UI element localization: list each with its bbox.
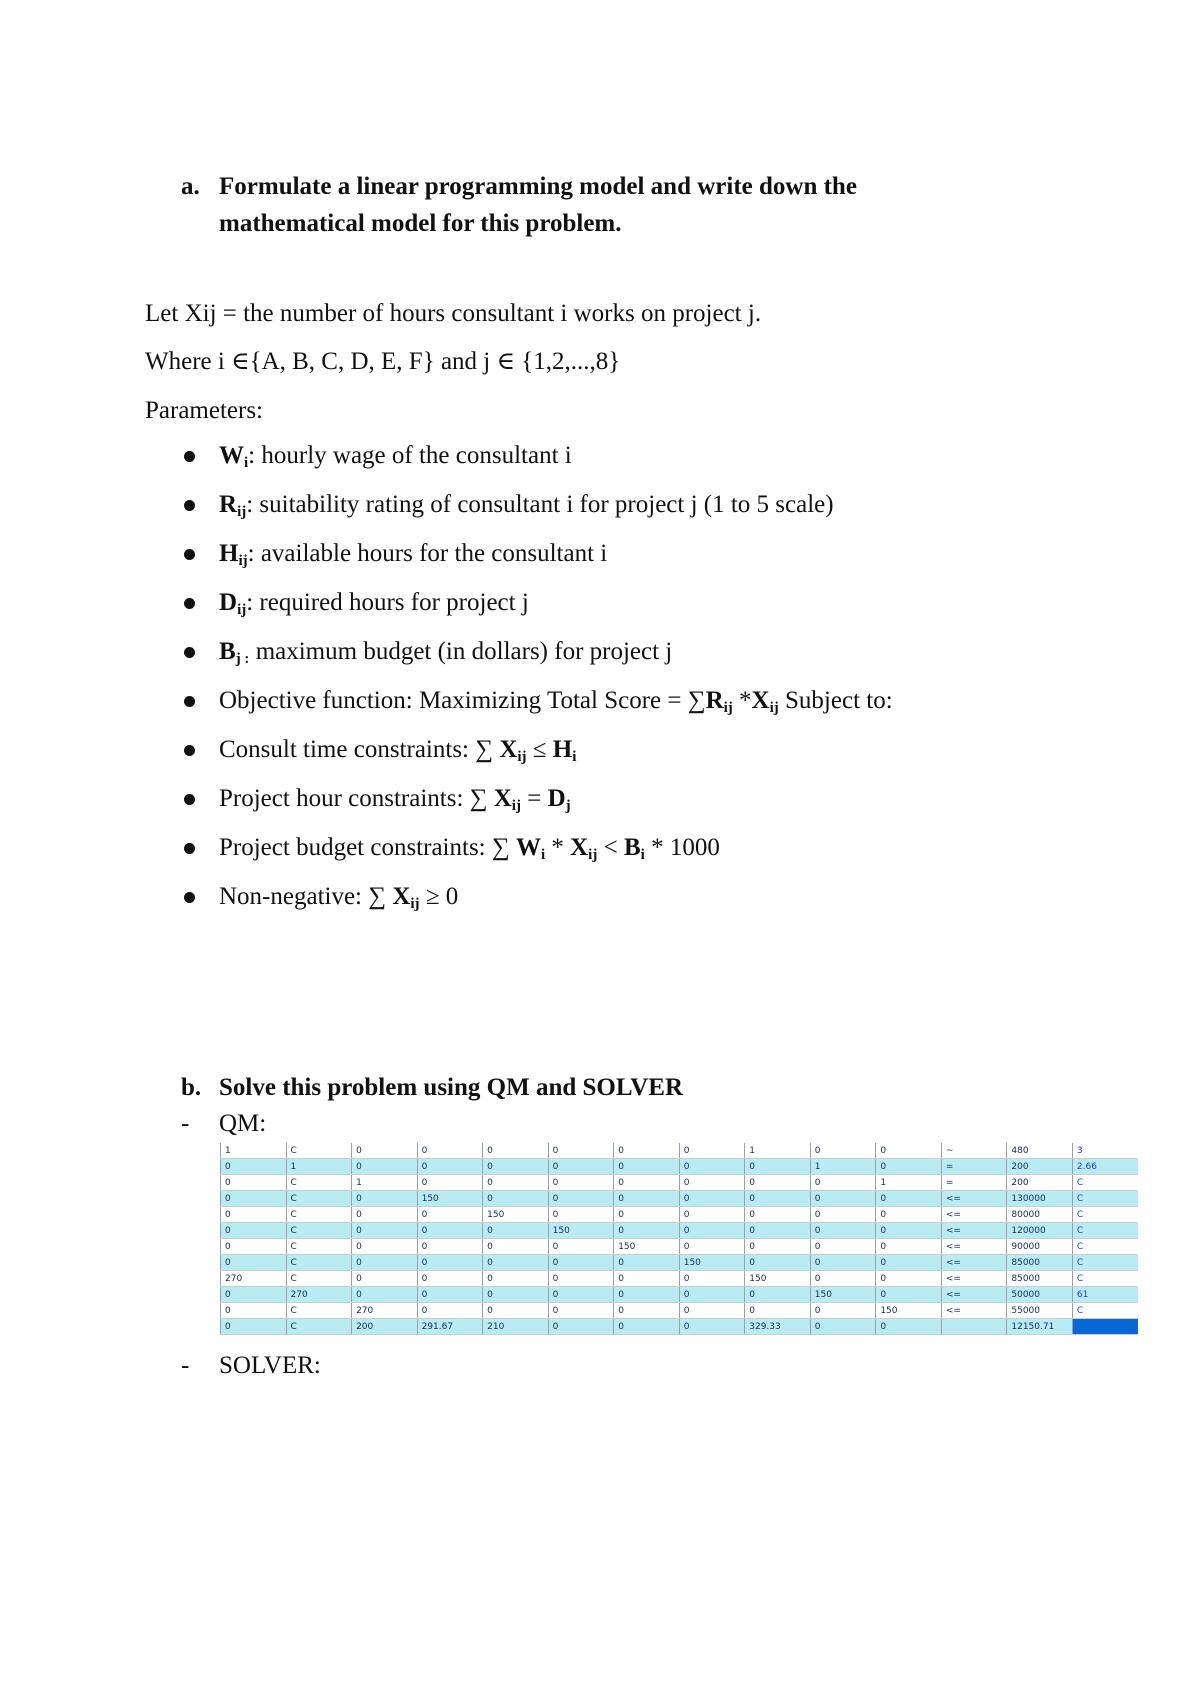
bullet-content [219,587,529,619]
table-cell: 90000 [1007,1239,1073,1255]
table-cell: 0 [417,1175,483,1191]
table-cell: C [286,1239,352,1255]
table-row [221,1287,1139,1303]
table-cell: C [1072,1255,1138,1271]
table-row [221,1319,1139,1335]
operator: * [545,834,571,861]
table-cell: 0 [548,1143,614,1159]
table-cell: 150 [679,1255,745,1271]
table-cell: <= [941,1303,1007,1319]
symbol: X [392,883,411,910]
table-row [221,1143,1139,1159]
table-cell: 0 [679,1239,745,1255]
table-cell: 150 [483,1207,549,1223]
table-cell: 0 [221,1303,287,1319]
bullet-dot [184,696,195,707]
bullet-item [181,587,1141,636]
bullet-content [219,783,571,815]
bullet-prefix: Project hour constraints: ∑ [219,785,494,812]
table-cell: 0 [548,1271,614,1287]
bullet-content [219,489,834,521]
table-cell: 0 [614,1287,680,1303]
table-cell: 0 [614,1207,680,1223]
bullet-text: maximum budget (in dollars) for project j [249,638,673,665]
bullet-dot [184,549,195,560]
table-cell: 0 [548,1255,614,1271]
table-cell: C [1072,1271,1138,1287]
bullet-item [181,881,1141,930]
table-cell: 0 [876,1287,942,1303]
table-cell: 0 [352,1207,418,1223]
table-cell: 0 [876,1143,942,1159]
table-cell: 0 [352,1159,418,1175]
operator: = [520,785,548,812]
table-cell: 0 [810,1239,876,1255]
table-cell: 0 [745,1303,811,1319]
table-cell: 0 [679,1271,745,1287]
table-cell: C [286,1207,352,1223]
table-cell: 3 [1072,1143,1138,1159]
table-cell: 0 [352,1239,418,1255]
parameters-label: Parameters: [145,397,264,424]
table-cell: 0 [548,1303,614,1319]
table-row [221,1239,1139,1255]
qm-results-table [220,1143,1138,1335]
table-cell: 1 [352,1175,418,1191]
table-cell: 0 [745,1159,811,1175]
table-cell: 0 [221,1159,287,1175]
table-cell: 270 [221,1271,287,1287]
table-cell: 270 [352,1303,418,1319]
table-cell: 0 [548,1287,614,1303]
table-cell: C [1072,1223,1138,1239]
table-cell: ~ [941,1143,1007,1159]
bullet-text: : available hours for the consultant i [247,540,608,567]
table-cell: 0 [548,1159,614,1175]
table-cell: 85000 [1007,1271,1073,1287]
symbol-subscript: ij [517,749,527,765]
table-cell: 1 [745,1143,811,1159]
table-cell: 0 [417,1159,483,1175]
symbol-subscript: ij [237,602,247,618]
table-cell: 0 [417,1271,483,1287]
table-cell: 50000 [1007,1287,1073,1303]
table-cell: 0 [417,1143,483,1159]
table-cell: 0 [352,1271,418,1287]
bullet-prefix: Non-negative: ∑ [219,883,393,910]
table-cell [941,1319,1007,1335]
table-cell: 0 [876,1239,942,1255]
table-cell: 0 [548,1207,614,1223]
table-row [221,1207,1139,1223]
table-cell: C [286,1191,352,1207]
table-cell: 0 [810,1143,876,1159]
part-b-heading [181,1069,981,1106]
table-cell: 200 [352,1319,418,1335]
symbol-subscript: ij [237,504,247,520]
bullet-dot [184,794,195,805]
table-cell: 0 [679,1223,745,1239]
table-cell: C [1072,1175,1138,1191]
table-cell: 0 [745,1223,811,1239]
table-cell: 0 [876,1191,942,1207]
table-cell: 0 [483,1271,549,1287]
table-cell: 0 [352,1255,418,1271]
table-cell: 0 [810,1191,876,1207]
symbol-subscript: j : [235,651,250,667]
table-cell: 0 [483,1223,549,1239]
table-cell [1072,1319,1138,1335]
table-cell: <= [941,1239,1007,1255]
symbol: B [219,638,236,665]
table-cell: 0 [548,1191,614,1207]
bullet-item [181,538,1141,587]
table-cell: C [1072,1239,1138,1255]
table-cell: 0 [876,1207,942,1223]
bullet-prefix: Project budget constraints: ∑ [219,834,516,861]
table-cell: C [286,1223,352,1239]
table-cell: 0 [614,1143,680,1159]
table-cell: 0 [876,1319,942,1335]
table-cell: 0 [221,1207,287,1223]
symbol-subscript: i [244,455,249,471]
table-cell: 0 [548,1175,614,1191]
table-cell: 200 [1007,1159,1073,1175]
symbol-subscript: ij [511,798,521,814]
table-row [221,1223,1139,1239]
bullet-content [219,734,576,766]
table-cell: <= [941,1223,1007,1239]
bullet-dot [184,500,195,511]
symbol: H [552,736,573,763]
table-cell: 0 [483,1287,549,1303]
table-cell: 0 [876,1255,942,1271]
dash-marker: - [181,1352,190,1379]
table-row [221,1303,1139,1319]
table-cell: = [941,1159,1007,1175]
symbol: X [493,785,512,812]
table-cell: C [286,1175,352,1191]
bullet-content [219,440,572,472]
table-cell: 0 [483,1159,549,1175]
bullet-item [181,440,1141,489]
table-cell: 2.66 [1072,1159,1138,1175]
table-cell: 0 [483,1255,549,1271]
table-cell: 0 [352,1143,418,1159]
bullet-item [181,734,1141,783]
table-cell: C [286,1303,352,1319]
symbol: H [219,540,239,567]
table-cell: 130000 [1007,1191,1073,1207]
table-cell: 150 [876,1303,942,1319]
table-cell: 0 [483,1191,549,1207]
table-cell: 0 [876,1223,942,1239]
table-cell: 80000 [1007,1207,1073,1223]
solver-label: SOLVER: [219,1352,321,1379]
table-cell: 0 [417,1239,483,1255]
table-cell: 291.67 [417,1319,483,1335]
table-cell: C [1072,1207,1138,1223]
symbol-subscript: j [565,798,571,814]
bullet-prefix: Objective function: Maximizing Total Score = ∑ [219,687,706,714]
table-cell: 0 [614,1319,680,1335]
table-cell: 0 [679,1143,745,1159]
operator: ≥ 0 [419,883,459,910]
table-cell: 0 [745,1239,811,1255]
table-cell: 150 [548,1223,614,1239]
table-cell: 12150.71 [1007,1319,1073,1335]
table-row [221,1255,1139,1271]
symbol-subscript: ij [723,700,733,716]
table-cell: 0 [745,1287,811,1303]
table-cell: 0 [614,1191,680,1207]
table-cell: 0 [221,1239,287,1255]
table-cell: 0 [483,1239,549,1255]
table-row [221,1159,1139,1175]
table-cell: <= [941,1287,1007,1303]
symbol: W [219,442,244,469]
table-cell: <= [941,1191,1007,1207]
bullet-content [219,881,458,913]
table-cell: 329.33 [745,1319,811,1335]
table-cell: 0 [221,1255,287,1271]
table-cell: 0 [810,1303,876,1319]
table-cell: 0 [876,1159,942,1175]
bullet-suffix: Subject to: [778,687,893,714]
table-cell: 0 [745,1207,811,1223]
table-cell: 0 [548,1319,614,1335]
bullet-item [181,685,1141,734]
bullet-prefix: Consult time constraints: ∑ [219,736,500,763]
bullet-content [219,685,893,717]
table-cell: 0 [810,1271,876,1287]
table-cell: 0 [352,1191,418,1207]
bullet-dot [184,745,195,756]
table-cell: 0 [679,1303,745,1319]
table-cell: 0 [483,1303,549,1319]
part-a-heading [181,168,981,242]
dash-marker: - [181,1110,190,1137]
where-line: Where i ∈{A, B, C, D, E, F} and j ∈ {1,2,...,8} [145,348,621,375]
table-cell: 85000 [1007,1255,1073,1271]
table-row [221,1271,1139,1287]
table-cell: 150 [614,1239,680,1255]
operator: < [597,834,624,861]
part-a-text: Formulate a linear programming model and write down the mathematical model for this problem. [219,173,857,237]
table-cell: C [286,1271,352,1287]
bullet-dot [184,647,195,658]
symbol-subscript: i [640,847,645,863]
table-cell: 1 [810,1159,876,1175]
table-cell: <= [941,1207,1007,1223]
operator: ≤ [526,736,553,763]
table-cell: 0 [745,1175,811,1191]
parameter-list [181,440,1141,930]
symbol-subscript: ij [410,896,420,912]
table-cell: 0 [679,1191,745,1207]
symbol: W [515,834,541,861]
table-cell: 0 [548,1239,614,1255]
bullet-text: : suitability rating of consultant i for project j (1 to 5 scale) [246,491,834,518]
bullet-content [219,636,672,668]
table-cell: 0 [417,1207,483,1223]
bullet-item [181,489,1141,538]
table-cell: 0 [221,1175,287,1191]
table-cell: 0 [417,1255,483,1271]
table-cell: 0 [614,1255,680,1271]
symbol: X [751,687,770,714]
part-b-text: Solve this problem using QM and SOLVER [219,1074,684,1101]
table-cell: 0 [417,1303,483,1319]
symbol: R [705,687,724,714]
table-cell: 480 [1007,1143,1073,1159]
table-cell: 0 [417,1223,483,1239]
symbol: X [570,834,589,861]
bullet-content [219,832,720,864]
table-cell: 0 [679,1319,745,1335]
bullet-dot [184,892,195,903]
bullet-dot [184,598,195,609]
table-cell: 0 [614,1175,680,1191]
bullet-dot [184,843,195,854]
part-a-number: a. [181,173,200,200]
table-cell: 150 [417,1191,483,1207]
symbol-subscript: ij [769,700,779,716]
table-cell: 0 [221,1191,287,1207]
table-cell: 1 [876,1175,942,1191]
table-cell: C [286,1143,352,1159]
table-cell: 0 [810,1207,876,1223]
table-cell: C [286,1255,352,1271]
table-cell: 0 [221,1319,287,1335]
symbol: B [623,834,641,861]
table-cell: 0 [483,1143,549,1159]
table-cell: 0 [221,1223,287,1239]
symbol-subscript: i [572,749,577,765]
operator: * [732,687,752,714]
table-cell: <= [941,1255,1007,1271]
table-cell: 0 [483,1175,549,1191]
bullet-item [181,783,1141,832]
table-cell: 61 [1072,1287,1138,1303]
table-cell: 0 [810,1319,876,1335]
let-line: Let Xij = the number of hours consultant i works on project j. [145,300,762,327]
symbol: X [499,736,518,763]
table-cell: 0 [417,1287,483,1303]
table-cell: 0 [745,1255,811,1271]
table-cell: 0 [679,1207,745,1223]
table-cell: C [1072,1303,1138,1319]
table-cell: 0 [876,1271,942,1287]
table-cell: 200 [1007,1175,1073,1191]
bullet-text: : required hours for project j [246,589,529,616]
symbol-subscript: ij [588,847,598,863]
part-b-number: b. [181,1074,202,1101]
table-cell: 270 [286,1287,352,1303]
symbol: R [219,491,238,518]
bullet-text: : hourly wage of the consultant i [248,442,572,469]
table-cell: 0 [352,1223,418,1239]
table-cell: 0 [810,1223,876,1239]
table-cell: C [286,1319,352,1335]
table-cell: 1 [286,1159,352,1175]
table-cell: 0 [614,1271,680,1287]
table-cell: 0 [679,1159,745,1175]
table-cell: <= [941,1271,1007,1287]
symbol-subscript: i [540,847,546,863]
table-cell: 0 [614,1159,680,1175]
table-cell: 55000 [1007,1303,1073,1319]
table-cell: 0 [679,1287,745,1303]
table-cell: 150 [810,1287,876,1303]
table-cell: 0 [745,1191,811,1207]
symbol: D [219,589,238,616]
table-cell: 0 [221,1287,287,1303]
symbol-subscript: ij [238,553,248,569]
table-cell: 210 [483,1319,549,1335]
bullet-suffix: * 1000 [644,834,720,861]
bullet-dot [184,451,195,462]
bullet-item [181,832,1141,881]
bullet-content [219,538,607,570]
table-cell: 150 [745,1271,811,1287]
table-cell: 0 [614,1223,680,1239]
table-cell: 1 [221,1143,287,1159]
symbol: D [547,785,566,812]
table-cell: 0 [614,1303,680,1319]
bullet-item [181,636,1141,685]
table-cell: 0 [352,1287,418,1303]
table-cell: = [941,1175,1007,1191]
table-cell: 0 [810,1175,876,1191]
table-cell: 0 [810,1255,876,1271]
qm-label: QM: [219,1110,267,1137]
table-row [221,1191,1139,1207]
table-cell: C [1072,1191,1138,1207]
table-cell: 120000 [1007,1223,1073,1239]
table-cell: 0 [679,1175,745,1191]
table-row [221,1175,1139,1191]
